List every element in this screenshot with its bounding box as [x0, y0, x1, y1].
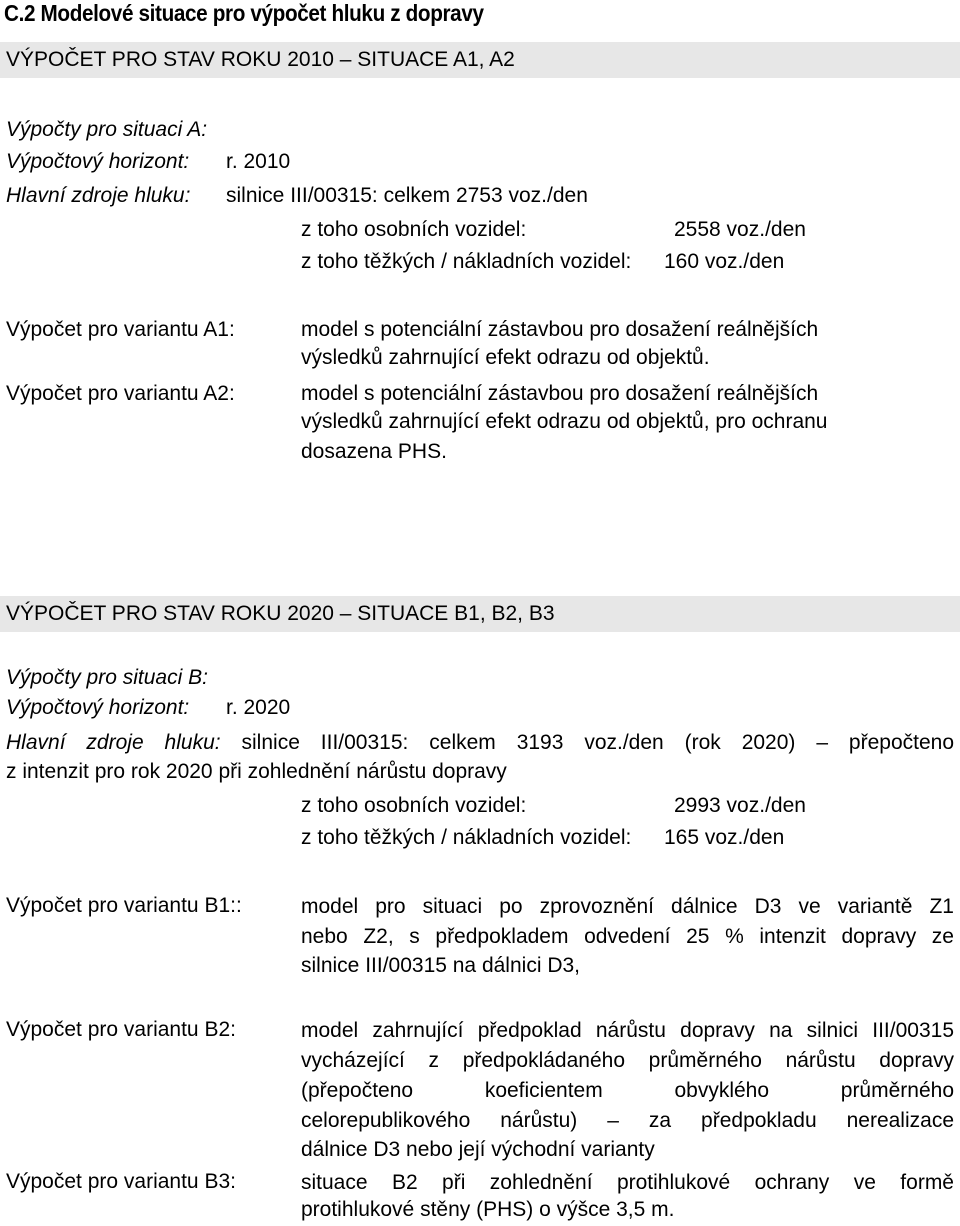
section-a-sources-label: Hlavní zdroje hluku: — [6, 184, 191, 207]
section-b-heading: VÝPOČET PRO STAV ROKU 2020 – SITUACE B1, B2, B3 — [6, 602, 555, 625]
variant-b3-label: Výpočet pro variantu B3: — [6, 1170, 236, 1193]
section-b-sources-label: Hlavní zdroje hluku: — [6, 731, 221, 754]
section-b-heavy-value: 165 voz./den — [664, 826, 785, 849]
section-b-horizon-value: r. 2020 — [226, 696, 291, 719]
section-b-calc-for-label: Výpočty pro situaci B: — [6, 666, 208, 689]
variant-a1-label: Výpočet pro variantu A1: — [6, 318, 235, 341]
variant-a1-line-2: výsledků zahrnující efekt odrazu od objektů. — [301, 346, 710, 369]
variant-b2-label: Výpočet pro variantu B2: — [6, 1018, 236, 1041]
variant-b2-line-5: dálnice D3 nebo její východní varianty — [301, 1138, 655, 1161]
variant-b2-line-1: model zahrnující předpoklad nárůstu dopravy na silnici III/00315 — [301, 1019, 954, 1042]
section-b-heading-band — [0, 596, 960, 632]
section-a-heading: VÝPOČET PRO STAV ROKU 2010 – SITUACE A1, A2 — [6, 48, 515, 71]
section-a-calc-for-label: Výpočty pro situaci A: — [6, 118, 208, 141]
variant-b1-line-3: silnice III/00315 na dálnici D3, — [301, 954, 580, 977]
section-b-sources-cont: z intenzit pro rok 2020 při zohlednění nárůstu dopravy — [6, 760, 507, 783]
section-a-heavy-value: 160 voz./den — [664, 250, 785, 273]
section-a-sources-value: silnice III/00315: celkem 2753 voz./den — [226, 184, 588, 207]
section-a-heading-band — [0, 42, 960, 78]
section-b-heavy-label: z toho těžkých / nákladních vozidel: — [301, 826, 632, 849]
section-a-horizon-value: r. 2010 — [226, 150, 291, 173]
section-b-personal-value: 2993 voz./den — [674, 794, 806, 817]
variant-b3-line-2: protihlukové stěny (PHS) o výšce 3,5 m. — [301, 1198, 675, 1221]
variant-a2-line-1: model s potenciální zástavbou pro dosažení reálnějších — [301, 382, 819, 405]
variant-a2-line-3: dosazena PHS. — [301, 440, 447, 463]
variant-b2-line-4: celorepublikového nárůstu) – za předpokladu nerealizace — [301, 1109, 954, 1132]
variant-b2-line-2: vycházející z předpokládaného průměrného nárůstu dopravy — [301, 1049, 954, 1072]
variant-b2-line-3: (přepočteno koeficientem obvyklého průměrného — [301, 1079, 954, 1102]
section-b-sources-value: silnice III/00315: celkem 3193 voz./den (rok 2020) – přepočteno — [241, 731, 954, 754]
variant-b3-line-1: situace B2 při zohlednění protihlukové ochrany ve formě — [301, 1171, 954, 1194]
variant-b1-line-2: nebo Z2, s předpokladem odvedení 25 % intenzit dopravy ze — [301, 925, 954, 948]
section-a-heavy-label: z toho těžkých / nákladních vozidel: — [301, 250, 632, 273]
variant-b1-line-1: model pro situaci po zprovoznění dálnice D3 ve variantě Z1 — [301, 895, 954, 918]
section-a-personal-value: 2558 voz./den — [674, 218, 806, 241]
variant-a2-label: Výpočet pro variantu A2: — [6, 382, 235, 405]
variant-b1-label: Výpočet pro variantu B1:: — [6, 894, 242, 917]
section-a-personal-label: z toho osobních vozidel: — [301, 218, 527, 241]
section-a-horizon-label: Výpočtový horizont: — [6, 150, 190, 173]
section-b-personal-label: z toho osobních vozidel: — [301, 794, 527, 817]
variant-a1-line-1: model s potenciální zástavbou pro dosažení reálnějších — [301, 318, 819, 341]
section-b-horizon-label: Výpočtový horizont: — [6, 696, 190, 719]
section-b-sources-line — [6, 728, 954, 758]
page-title: C.2 Modelové situace pro výpočet hluku z dopravy — [4, 0, 484, 26]
variant-a2-line-2: výsledků zahrnující efekt odrazu od objektů, pro ochranu — [301, 410, 828, 433]
